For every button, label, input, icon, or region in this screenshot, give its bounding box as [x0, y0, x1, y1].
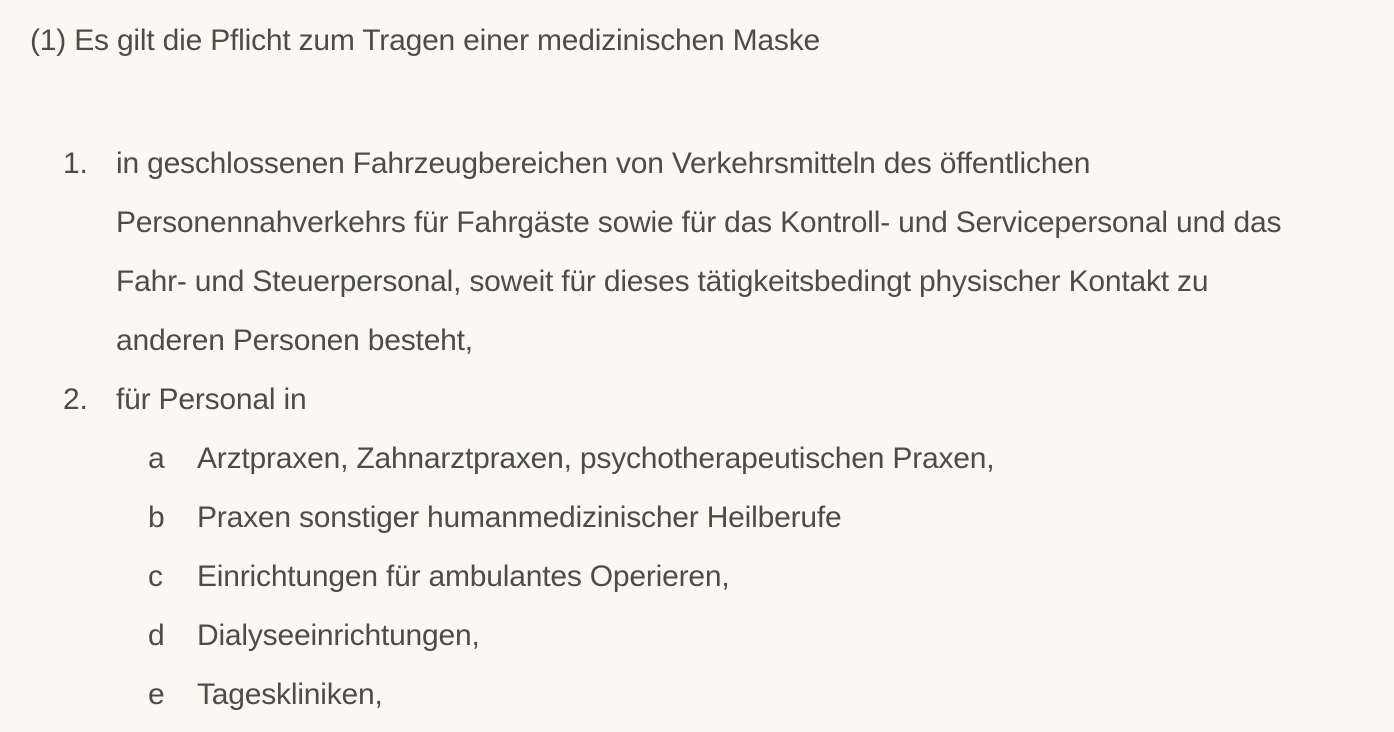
list-item-number: 1. [63, 147, 88, 180]
sublist-item [116, 488, 1364, 547]
list-item-text: in geschlossenen Fahrzeugbereichen von Verkehrsmitteln des öffentlichen Personennahverkehrs für Fahrgäste sowie für das Kontroll- und Servicepersonal und das Fahr- und Steuerpersonal, soweit für dieses tätigkeitsbedingt physischer Kontakt zu anderen Personen besteht, [116, 147, 1282, 357]
paragraph-intro: (1) Es gilt die Pflicht zum Tragen einer medizinischen Maske [30, 24, 821, 57]
sublist-item-letter: d [148, 619, 165, 652]
list-item-number: 2. [63, 383, 88, 416]
sublist-item-text: Dialyseeinrichtungen, [197, 619, 480, 652]
sublist-item-text: Praxen sonstiger humanmedizinischer Heilberufe [197, 501, 842, 534]
sublist-item-text: Tageskliniken, [197, 678, 383, 711]
list-item-body [116, 370, 1364, 724]
ordered-list [30, 134, 1364, 724]
sublist-item [116, 606, 1364, 665]
list-item [30, 370, 1364, 724]
sublist-item [116, 665, 1364, 724]
sublist-item [116, 547, 1364, 606]
sublist-item-text: Arztpraxen, Zahnarztpraxen, psychotherapeutischen Praxen, [197, 442, 995, 475]
list-item-text: für Personal in [116, 383, 307, 416]
lettered-sublist [116, 429, 1364, 724]
sublist-item-letter: e [148, 678, 165, 711]
list-item-body [116, 134, 1364, 370]
list-item [30, 134, 1364, 370]
sublist-item-letter: c [148, 560, 163, 593]
sublist-item-letter: b [148, 501, 165, 534]
sublist-item-letter: a [148, 442, 165, 475]
sublist-item [116, 429, 1364, 488]
sublist-item-text: Einrichtungen für ambulantes Operieren, [197, 560, 730, 593]
